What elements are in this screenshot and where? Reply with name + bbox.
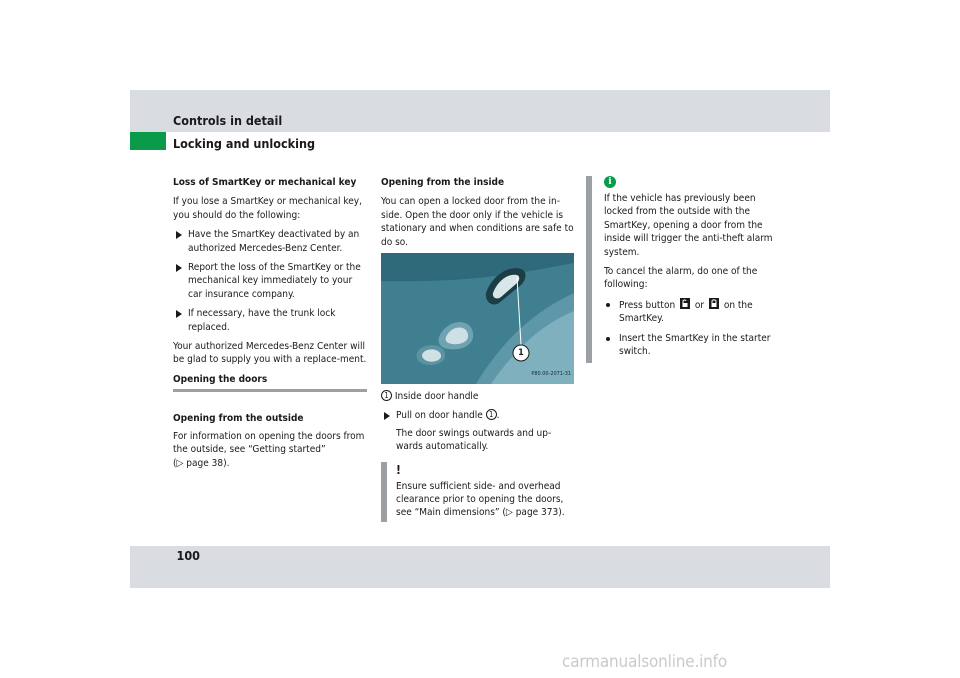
- door-handle-figure: [381, 253, 574, 384]
- door-interior-illustration: [381, 253, 574, 384]
- option1-pre: Press button: [619, 299, 676, 311]
- replacement-note: Your authorized Mercedes-Benz Center will be glad to supply you with a replace-ment.: [173, 341, 367, 366]
- heading-lost-key: Loss of SmartKey or mechanical key: [173, 177, 357, 188]
- step-item: [173, 261, 367, 301]
- inside-text: You can open a locked door from the in-side. Open the door only if the vehicle is stationary and when conditions are safe to do so.: [381, 196, 574, 248]
- step-item: [173, 228, 367, 255]
- heading-opening-inside: Opening from the inside: [381, 177, 505, 188]
- lost-key-intro: If you lose a SmartKey or mechanical key, you should do the following:: [173, 196, 362, 221]
- figure-callout-1: 1: [518, 348, 524, 359]
- arrow-bullet-icon: [176, 310, 182, 318]
- header-accent-bar: [130, 132, 166, 150]
- warning-box: [381, 462, 575, 522]
- step-ref-number: 1: [486, 409, 497, 420]
- section-heading-opening-doors: Opening the doors: [173, 373, 367, 392]
- column-middle: [381, 176, 575, 522]
- lock-button-icon: [709, 298, 719, 309]
- unlock-button-icon: [680, 298, 690, 309]
- arrow-bullet-icon: [176, 264, 182, 272]
- bullet-dot-icon: [606, 303, 610, 307]
- step-item: [381, 409, 575, 422]
- result-text: The door swings outwards and up-wards automatically.: [396, 427, 552, 453]
- caption-text: Inside door handle: [394, 391, 479, 403]
- section-title: Locking and unlocking: [173, 136, 316, 151]
- info-icon: i: [604, 176, 616, 188]
- warning-text: Ensure sufficient side- and overhead clearance prior to opening the doors, see “Main dimensions” (▷ page 373).: [396, 480, 565, 519]
- watermark: carmanualsonline.info: [562, 652, 728, 672]
- step-item: [173, 307, 367, 334]
- figure-caption: [381, 390, 575, 403]
- option2-text: Insert the SmartKey in the starter switch.: [619, 332, 771, 358]
- caption-ref-number: 1: [381, 390, 392, 401]
- heading-opening-outside: Opening from the outside: [173, 413, 304, 425]
- arrow-bullet-icon: [176, 231, 182, 239]
- step-text-post: .: [496, 410, 500, 422]
- outside-text-main: For information on opening the doors from the outside, see “Getting started”: [173, 430, 365, 456]
- warning-icon: !: [396, 462, 401, 477]
- bullet-dot-icon: [606, 337, 610, 341]
- column-right: [604, 176, 784, 364]
- cancel-intro: To cancel the alarm, do one of the following:: [604, 266, 758, 291]
- figure-code: P80.00-2071-31: [531, 370, 571, 377]
- chapter-title: Controls in detail: [173, 113, 283, 128]
- page-reference-link[interactable]: (▷ page 38).: [173, 457, 230, 469]
- page-number: 100: [176, 548, 200, 563]
- step-text: Report the loss of the SmartKey or the mechanical key immediately to your car insurance company.: [188, 262, 361, 300]
- column-left: [173, 176, 367, 476]
- info-text: If the vehicle has previously been locked from the outside with the SmartKey, opening a door from the inside will trigger the anti-theft alarm system.: [604, 193, 773, 258]
- step-text: Have the SmartKey deactivated by an authorized Mercedes-Benz Center.: [188, 229, 360, 254]
- footer-band: [130, 546, 830, 588]
- step-text-pre: Pull on door handle: [396, 410, 483, 422]
- info-box-bar: [586, 176, 592, 363]
- step-text: If necessary, have the trunk lock replaced.: [188, 308, 336, 333]
- option-item: [604, 332, 784, 359]
- option1-mid: or: [694, 299, 705, 311]
- option1-post: on the SmartKey.: [619, 299, 753, 325]
- arrow-bullet-icon: [384, 412, 390, 420]
- outside-text: [173, 430, 367, 470]
- option-item: [604, 298, 784, 326]
